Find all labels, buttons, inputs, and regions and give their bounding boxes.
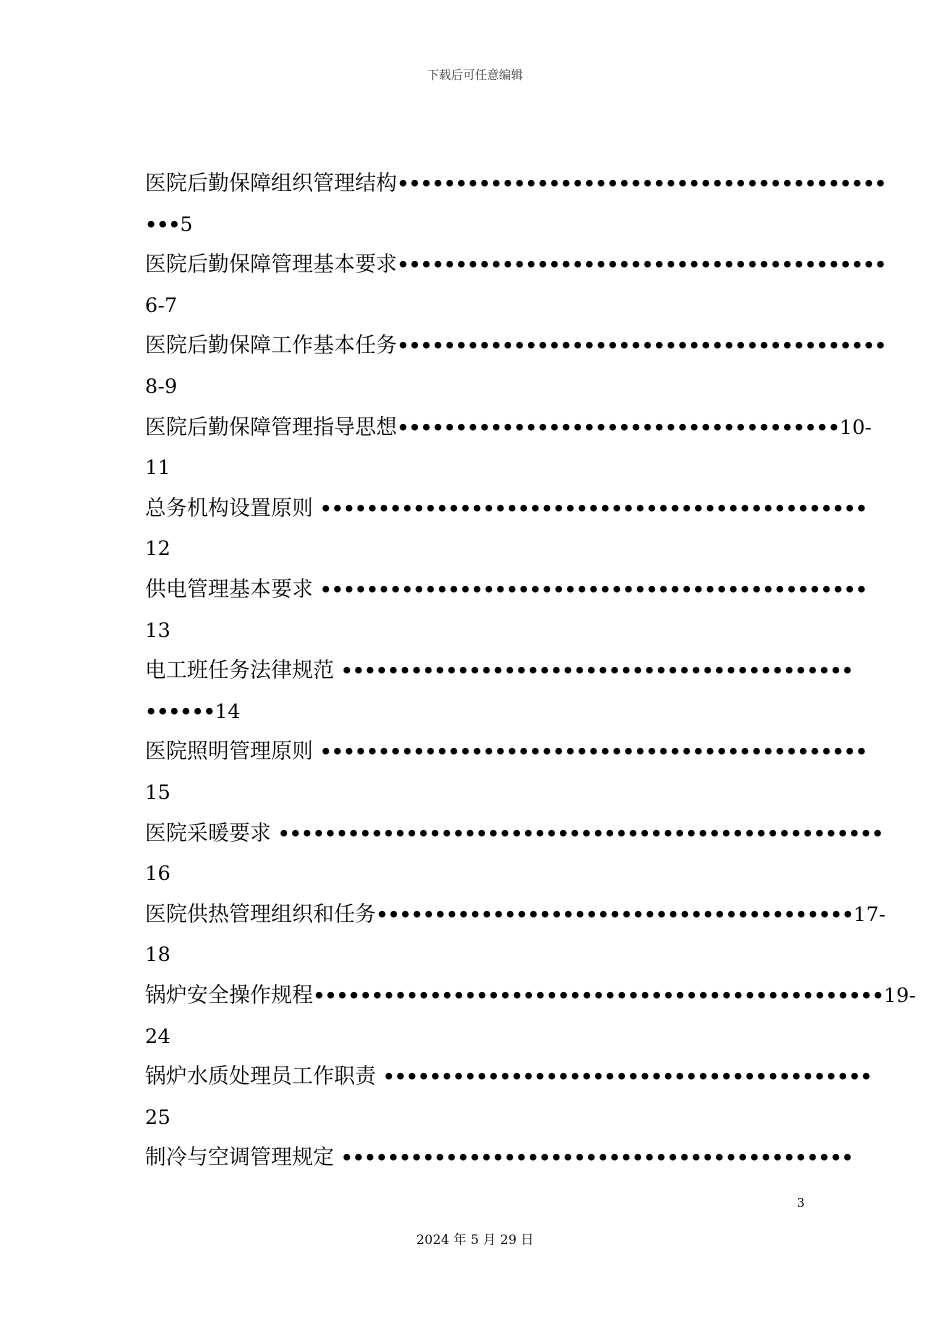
toc-page-number: 5 xyxy=(179,211,193,236)
toc-page-number: 11 xyxy=(145,455,171,480)
toc-page-number: 12 xyxy=(145,536,171,561)
toc-line xyxy=(145,858,810,888)
toc-dot-leader: •••••••••••••••••••••••••••••••••••••••••••••••••••• xyxy=(277,822,884,845)
toc-line xyxy=(145,330,887,360)
toc-line xyxy=(145,899,886,929)
toc-dot-leader: ••• xyxy=(145,213,180,236)
toc-line xyxy=(145,574,867,604)
toc-line xyxy=(145,939,810,969)
toc-page-number: 16 xyxy=(145,861,171,886)
toc-dot-leader: ••••••••••••••••••••••••••••••••••••••••••••••• xyxy=(319,579,867,601)
toc-line xyxy=(145,533,810,563)
toc-entry-title: 医院后勤保障管理指导思想 xyxy=(145,414,397,439)
toc-line xyxy=(145,1021,810,1051)
toc-dot-leader: •••••••••••••••••••••••••••••••••••••••••• xyxy=(382,1066,872,1089)
toc-line xyxy=(145,980,916,1010)
toc-dot-leader: •••••••••••••••••••••••••••••••••••••••••• xyxy=(397,254,887,277)
toc-page-number: 6-7 xyxy=(145,292,178,317)
toc-page-number: 19- xyxy=(883,983,916,1007)
toc-page-number: 14 xyxy=(214,698,241,723)
toc-entry-title: 医院后勤保障管理基本要求 xyxy=(145,252,397,277)
toc-line xyxy=(145,655,854,685)
toc-entry-title: 医院采暖要求 xyxy=(145,820,278,845)
toc-line xyxy=(145,371,810,401)
toc-line xyxy=(145,168,887,198)
toc-line xyxy=(145,412,872,442)
toc-page-number: 25 xyxy=(145,1104,171,1129)
toc-dot-leader: •••••• xyxy=(145,700,215,723)
toc-page-number: 17- xyxy=(853,901,886,926)
page-number: 3 xyxy=(797,1196,805,1210)
toc-line xyxy=(145,696,810,726)
header-note: 下载后可任意编辑 xyxy=(426,68,523,82)
toc-page-number: 18 xyxy=(145,942,171,967)
toc-page-number: 10- xyxy=(839,414,872,439)
toc-line xyxy=(145,1102,810,1132)
toc-line xyxy=(145,493,867,523)
toc-line xyxy=(145,736,867,766)
toc-dot-leader: ••••••••••••••••••••••••••••••••••••••••••••••• xyxy=(319,497,867,520)
toc-line xyxy=(145,290,810,320)
toc-dot-leader: •••••••••••••••••••••••••••••••••••••• xyxy=(397,416,840,439)
toc-page-number: 8-9 xyxy=(145,374,178,398)
toc-entry-title: 医院后勤保障组织管理结构 xyxy=(145,171,397,195)
toc-dot-leader: •••••••••••••••••••••••••••••••••••••••••• xyxy=(397,173,887,195)
toc-dot-leader: ••••••••••••••••••••••••••••••••••••••••••••••• xyxy=(319,741,867,764)
toc-dot-leader: •••••••••••••••••••••••••••••••••••••••••• xyxy=(397,335,887,358)
toc-entry-title: 制冷与空调管理规定 xyxy=(145,1145,341,1170)
toc-entry-title: 电工班任务法律规范 xyxy=(145,658,341,683)
toc-line xyxy=(145,1061,872,1091)
toc-line xyxy=(145,249,887,279)
toc-entry-title: 锅炉水质处理员工作职责 xyxy=(145,1064,383,1089)
toc-page-number: 24 xyxy=(145,1023,171,1048)
toc-line xyxy=(145,777,810,807)
toc-entry-title: 供电管理基本要求 xyxy=(145,577,320,601)
toc-line xyxy=(145,209,810,239)
toc-page-number: 13 xyxy=(145,617,171,642)
toc-page-number: 15 xyxy=(145,780,171,804)
toc-line xyxy=(145,615,810,645)
toc-dot-leader: •••••••••••••••••••••••••••••••••••••••••••• xyxy=(340,1147,854,1170)
toc-entry-title: 总务机构设置原则 xyxy=(145,495,320,520)
toc-entry-title: 医院供热管理组织和任务 xyxy=(145,901,376,926)
footer-date: 2024 年 5 月 29 日 xyxy=(416,1233,534,1248)
toc-line xyxy=(145,452,810,482)
toc-dot-leader: •••••••••••••••••••••••••••••••••••••••••••• xyxy=(340,660,854,683)
toc-entry-title: 医院后勤保障工作基本任务 xyxy=(145,333,397,358)
toc-line xyxy=(145,1142,854,1172)
toc-entry-title: 锅炉安全操作规程 xyxy=(145,983,313,1007)
toc-dot-leader: ••••••••••••••••••••••••••••••••••••••••• xyxy=(376,903,854,926)
toc-dot-leader: ••••••••••••••••••••••••••••••••••••••••••••••••• xyxy=(313,985,884,1007)
toc-entry-title: 医院照明管理原则 xyxy=(145,739,320,764)
toc-line xyxy=(145,818,884,848)
